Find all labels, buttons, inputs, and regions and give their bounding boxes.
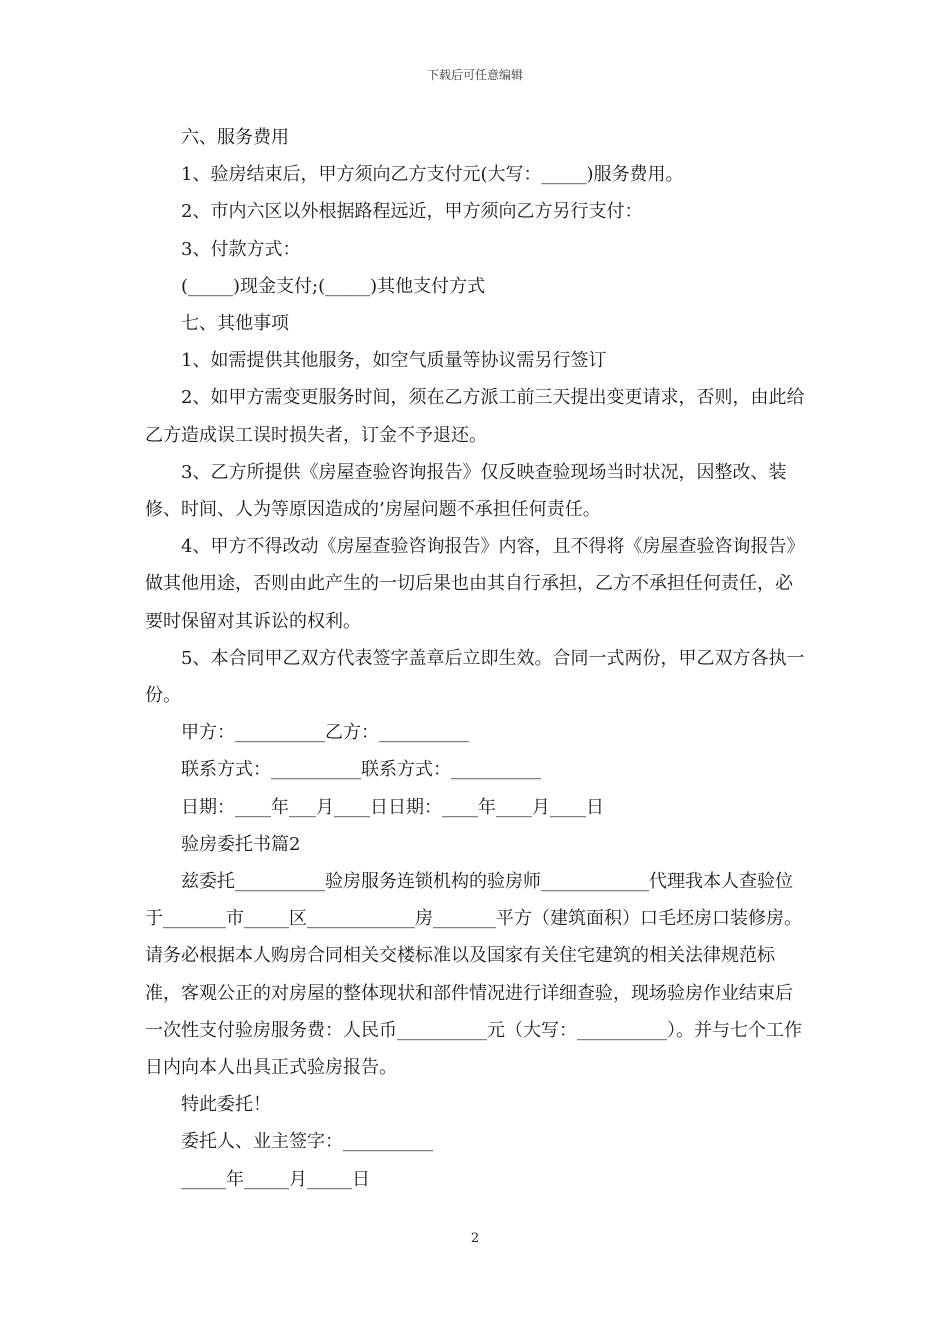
payment-options: (_____)现金支付;(_____)其他支付方式 xyxy=(181,275,486,297)
section-title: 验房委托书篇2 xyxy=(181,833,301,855)
paragraph: 1、如需提供其他服务，如空气质量等协议需另行签订 xyxy=(181,350,607,372)
paragraph: 4、甲方不得改动《房屋查验咨询报告》内容，且不得将《房屋查验咨询报告》做其他用途，否则由此产生的一切后果也由其自行承担，乙方不承担任何责任，必要时保留对其诉讼的权利。 xyxy=(145,536,805,632)
paragraph: 1、验房结束后，甲方须向乙方支付元(大写：_____)服务费用。 xyxy=(181,164,684,186)
section-heading-fees: 六、服务费用 xyxy=(181,127,289,148)
document-body xyxy=(145,119,810,1198)
page-header: 下载后可任意编辑 xyxy=(426,68,523,82)
contact-line: 联系方式：__________联系方式：__________ xyxy=(181,759,541,781)
paragraph: 兹委托__________验房服务连锁机构的验房师____________代理我本人查验位于_______市_____区____________房_______平方（建筑面积）口毛坯房口装修房。请务必根据本人购房合同相关交楼标准以及国家有关住宅建筑的相关法律规范标准，客观公正的对房屋的整体现状和部件情况进行详细查验，现场验房作业结束后一次性支付验房服务费：人民币__________元（大写：__________）。并与七个工作日内向本人出具正式验房报告。 xyxy=(145,871,802,1079)
page-number: 2 xyxy=(470,1231,480,1246)
section-heading-other: 七、其他事项 xyxy=(181,313,289,335)
date-line: 日期：____年___月____日日期：____年____月____日 xyxy=(181,796,604,818)
paragraph: 2、如甲方需变更服务时间，须在乙方派工前三天提出变更请求，否则，由此给乙方造成误工误时损失者，订金不予退还。 xyxy=(145,387,805,446)
paragraph: 2、市内六区以外根据路程远近，甲方须向乙方另行支付： xyxy=(181,201,643,223)
paragraph: 3、乙方所提供《房屋查验咨询报告》仅反映查验现场当时状况，因整改、装修、时间、人为等原因造成的’房屋问题不承担任何责任。 xyxy=(145,461,787,521)
paragraph: 3、付款方式： xyxy=(181,238,301,260)
party-signature-line: 甲方：__________乙方：__________ xyxy=(181,722,469,744)
paragraph: 特此委托！ xyxy=(181,1094,271,1116)
paragraph: 5、本合同甲乙双方代表签字盖章后立即生效。合同一式两份，甲乙双方各执一份。 xyxy=(145,647,805,707)
date-line: _____年_____月_____日 xyxy=(181,1168,370,1190)
signer-line: 委托人、业主签字：__________ xyxy=(181,1131,433,1153)
